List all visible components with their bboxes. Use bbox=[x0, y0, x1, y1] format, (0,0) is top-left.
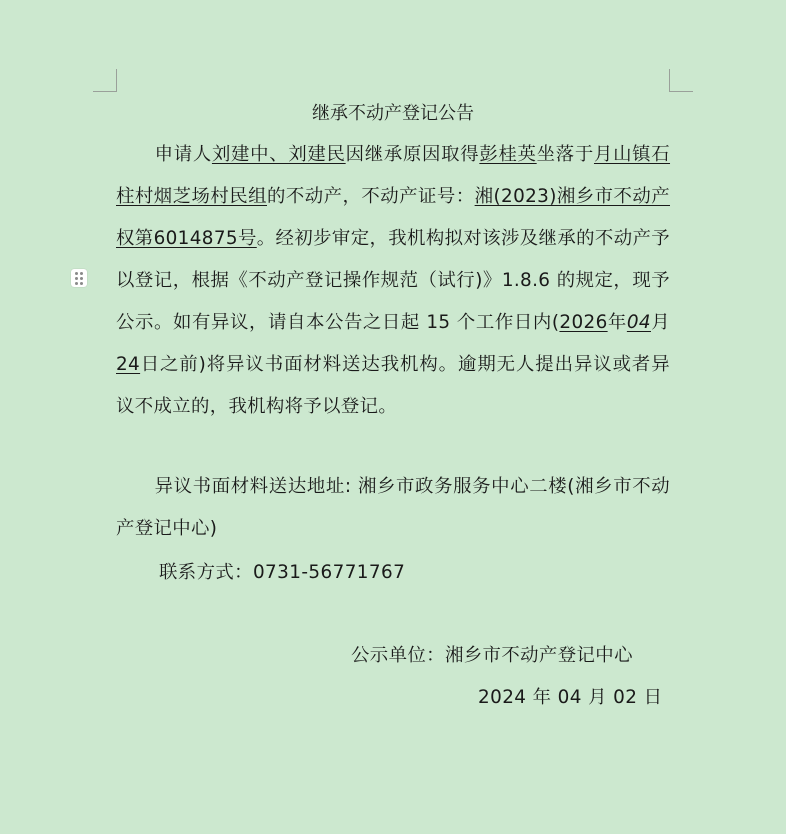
text-segment: 年 bbox=[607, 312, 627, 333]
text-segment: 。经初步审定，我机构拟对该涉及继承的不动产予以登记，根据《不动产登记操作规范（试行)》1.8.6 的规定，现予公示。如有异议，请自本公告之日起 15 个工作日内( bbox=[116, 228, 671, 333]
text-segment: 月 bbox=[650, 312, 670, 333]
text-segment: 因继承原因取得 bbox=[345, 144, 480, 165]
text-segment: 坐落于 bbox=[536, 144, 594, 165]
issuer: 公示单位：湘乡市不动产登记中心 bbox=[351, 645, 633, 666]
drag-handle-icon[interactable] bbox=[71, 269, 87, 287]
document-title: 继承不动产登记公告 bbox=[312, 103, 474, 124]
text-segment: 申请人 bbox=[154, 144, 212, 165]
applicants-name: 刘建中、刘建民 bbox=[211, 144, 346, 165]
certificate-number: 湘(2023)湘乡市不动产权第6014875号 bbox=[116, 186, 670, 249]
margin-corner-top-left bbox=[93, 69, 117, 92]
deadline-month: 04 bbox=[626, 312, 651, 333]
property-location: 月山镇石柱村烟芝场村民组 bbox=[116, 144, 671, 207]
margin-corner-top-right bbox=[669, 69, 693, 92]
text-segment: 的不动产，不动产证号： bbox=[267, 186, 475, 207]
issue-date: 2024 年 04 月 02 日 bbox=[478, 687, 663, 708]
contact-info: 联系方式：0731-56771767 bbox=[159, 562, 406, 583]
deadline-day: 24 bbox=[116, 354, 141, 375]
objection-address: 异议书面材料送达地址: 湘乡市政务服务中心二楼(湘乡市不动产登记中心) bbox=[116, 476, 670, 539]
text-segment: 日之前)将异议书面材料送达我机构。逾期无人提出异议或者异议不成立的，我机构将予以登记。 bbox=[116, 354, 670, 417]
announcement-paragraph bbox=[116, 134, 670, 428]
deceased-name: 彭桂英 bbox=[479, 144, 537, 165]
deadline-year: 2026 bbox=[559, 312, 608, 333]
